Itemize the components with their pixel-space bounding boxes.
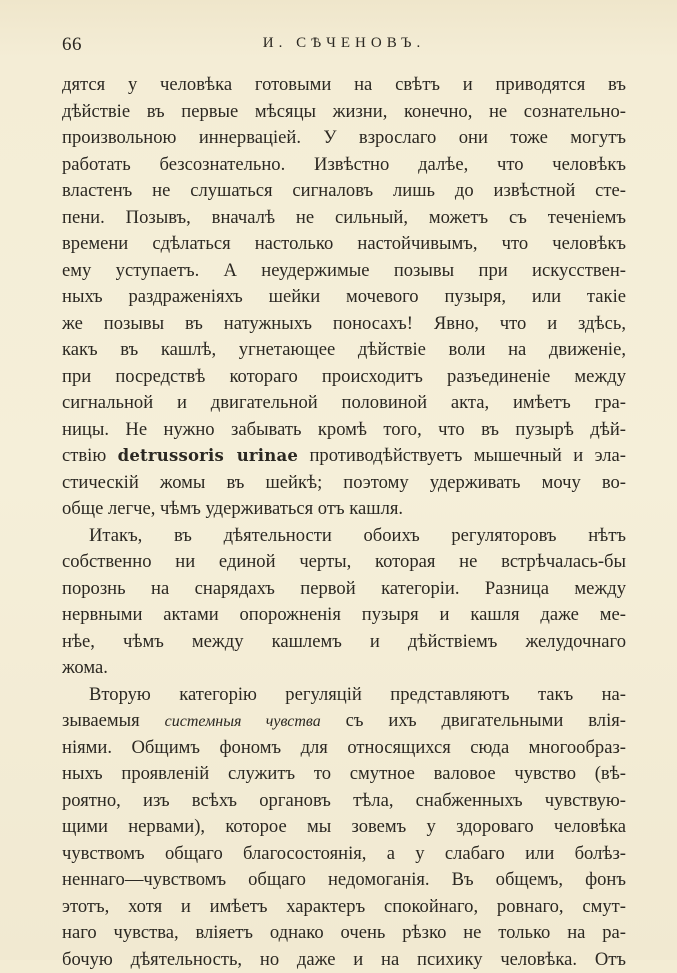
text-line: при посредствѣ котораго происходитъ разъединеніе между (62, 364, 626, 391)
text-line-latin-term (62, 443, 626, 470)
text-line: ему уступаетъ. А неудержимые позывы при искусствен- (62, 258, 626, 285)
text-span: зываемыя (62, 710, 165, 731)
italic-term: системныя чувства (165, 713, 321, 730)
text-line: стическій жомы въ шейкѣ; поэтому удерживать мочу во- (62, 470, 626, 497)
latin-term: detrussoris urinae (118, 446, 298, 465)
text-line: властенъ не слушаться сигналовъ лишь до извѣстной сте- (62, 178, 626, 205)
text-line: ницы. Не нужно забывать кромѣ того, что въ пузырѣ дѣй- (62, 417, 626, 444)
text-line: же позывы въ натужныхъ поносахъ! Явно, что и здѣсь, (62, 311, 626, 338)
text-line: наго чувства, вліяетъ однако очень рѣзко не только на ра- (62, 920, 626, 947)
text-line: бочую дѣятельность, но даже и на психику человѣка. Отъ (62, 947, 626, 973)
text-line: ніями. Общимъ фономъ для относящихся сюда многообраз- (62, 735, 626, 762)
text-line: какъ въ кашлѣ, угнетающее дѣйствіе воли на движеніе, (62, 337, 626, 364)
text-line: собственно ни единой черты, которая не встрѣчалась-бы (62, 549, 626, 576)
page-header (62, 34, 626, 58)
text-line: дѣйствіе въ первые мѣсяцы жизни, конечно, не сознательно- (62, 99, 626, 126)
text-line: пени. Позывъ, вначалѣ не сильный, можетъ съ теченіемъ (62, 205, 626, 232)
text-line: этотъ, хотя и имѣетъ характеръ спокойнаго, ровнаго, смут- (62, 894, 626, 921)
text-line: дятся у человѣка готовыми на свѣтъ и приводятся въ (62, 72, 626, 99)
text-line: щими нервами), которое мы зовемъ у здороваго человѣка (62, 814, 626, 841)
text-line-italic-term (62, 708, 626, 735)
page-number: 66 (62, 34, 82, 56)
text-line: ныхъ раздраженіяхъ шейки мочевого пузыря, или такіе (62, 284, 626, 311)
text-line: сигнальной и двигательной половиной акта, имѣетъ гра- (62, 390, 626, 417)
text-line: произвольною иннерваціей. У взрослаго они тоже могутъ (62, 125, 626, 152)
text-line: обще легче, чѣмъ удерживаться отъ кашля. (62, 496, 626, 523)
text-line: работать безсознательно. Извѣстно далѣе, что человѣкъ (62, 152, 626, 179)
text-span: противодѣйствуетъ мышечный и эла- (298, 445, 626, 466)
text-line: нервными актами опорожненія пузыря и кашля даже ме- (62, 602, 626, 629)
text-line: времени сдѣлаться настолько настойчивымъ, что человѣкъ (62, 231, 626, 258)
text-span: съ ихъ двигательными влія- (321, 710, 626, 731)
text-line: порознь на снарядахъ первой категоріи. Разница между (62, 576, 626, 603)
text-line: нѣе, чѣмъ между кашлемъ и дѣйствіемъ желудочнаго (62, 629, 626, 656)
text-line: ныхъ проявленій служитъ то смутное валовое чувство (вѣ- (62, 761, 626, 788)
text-line: неннаго—чувствомъ общаго недомоганія. Въ общемъ, фонъ (62, 867, 626, 894)
text-span: ствію (62, 445, 118, 466)
paragraph-start-line: Итакъ, въ дѣятельности обоихъ регуляторовъ нѣтъ (62, 523, 626, 550)
text-line: роятно, изъ всѣхъ органовъ тѣла, снабженныхъ чувствую- (62, 788, 626, 815)
text-line: жома. (62, 655, 626, 682)
text-line: чувствомъ общаго благосостоянія, а у слабаго или болѣз- (62, 841, 626, 868)
running-head: И. СѢЧЕНОВЪ. (62, 35, 626, 52)
paragraph-start-line: Вторую категорію регуляцій представляютъ такъ на- (62, 682, 626, 709)
